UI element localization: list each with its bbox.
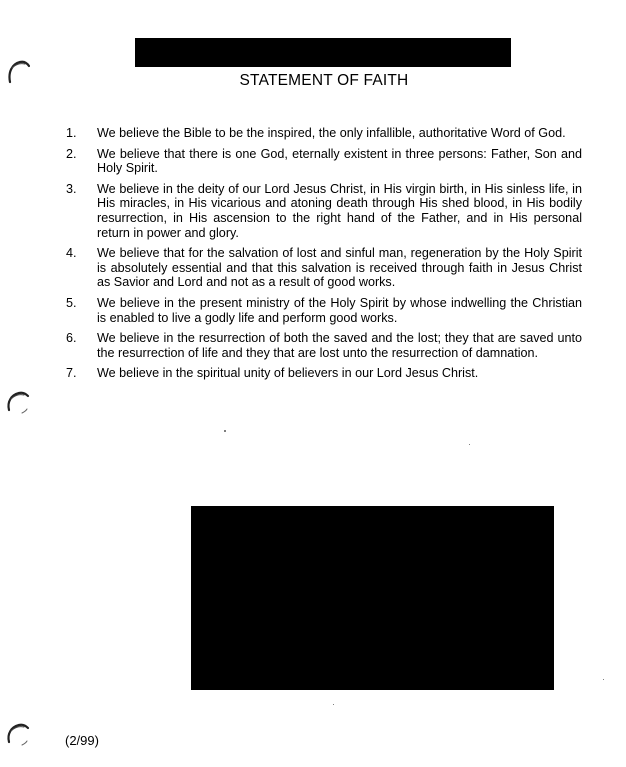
page-title: STATEMENT OF FAITH — [239, 72, 409, 89]
list-item — [66, 246, 582, 290]
list-item — [66, 366, 582, 381]
list-item — [66, 147, 582, 176]
scan-speck — [603, 679, 604, 680]
binder-hole-icon — [4, 388, 30, 418]
item-number: 7. — [66, 366, 77, 381]
item-number: 5. — [66, 295, 77, 310]
list-item — [66, 296, 582, 325]
item-number: 3. — [66, 181, 77, 196]
list-item — [66, 182, 582, 240]
item-number: 4. — [66, 246, 77, 261]
item-text: We believe in the resurrection of both the saved and the lost; they that are saved unto the resurrection of life and they that are lost unto the resurrection of damnation. — [97, 331, 582, 360]
item-number: 6. — [66, 331, 77, 346]
binder-hole-icon — [4, 56, 30, 86]
redaction-block-bottom — [191, 506, 554, 690]
item-text: We believe the Bible to be the inspired, the only infallible, authoritative Word of God. — [97, 126, 566, 140]
item-number: 2. — [66, 146, 77, 161]
scan-speck — [469, 444, 470, 445]
item-text: We believe in the present ministry of the Holy Spirit by whose indwelling the Christian is enabled to live a godly life and perform good works. — [97, 295, 582, 325]
scan-speck — [333, 704, 334, 705]
item-text: We believe in the deity of our Lord Jesus Christ, in His virgin birth, in His sinless life, in His miracles, in His vicarious and atoning death through His shed blood, in His bodily resurrection, in His ascension to the right hand of the Father, and in His personal return in power and glory. — [97, 181, 582, 240]
statement-list — [66, 126, 582, 387]
list-item — [66, 331, 582, 360]
redaction-bar-top — [135, 38, 511, 67]
binder-hole-icon — [4, 720, 30, 750]
scan-speck — [224, 430, 226, 432]
item-text: We believe in the spiritual unity of believers in our Lord Jesus Christ. — [97, 366, 479, 381]
item-text: We believe that there is one God, eternally existent in three persons: Father, Son and Holy Spirit. — [97, 146, 582, 176]
revision-date: (2/99) — [65, 733, 99, 748]
item-text: We believe that for the salvation of lost and sinful man, regeneration by the Holy Spirit is absolutely essential and that this salvation is received through faith in Jesus Christ as Savior and Lord and not as a result of good works. — [97, 246, 582, 290]
list-item — [66, 126, 582, 141]
item-number: 1. — [66, 126, 77, 140]
